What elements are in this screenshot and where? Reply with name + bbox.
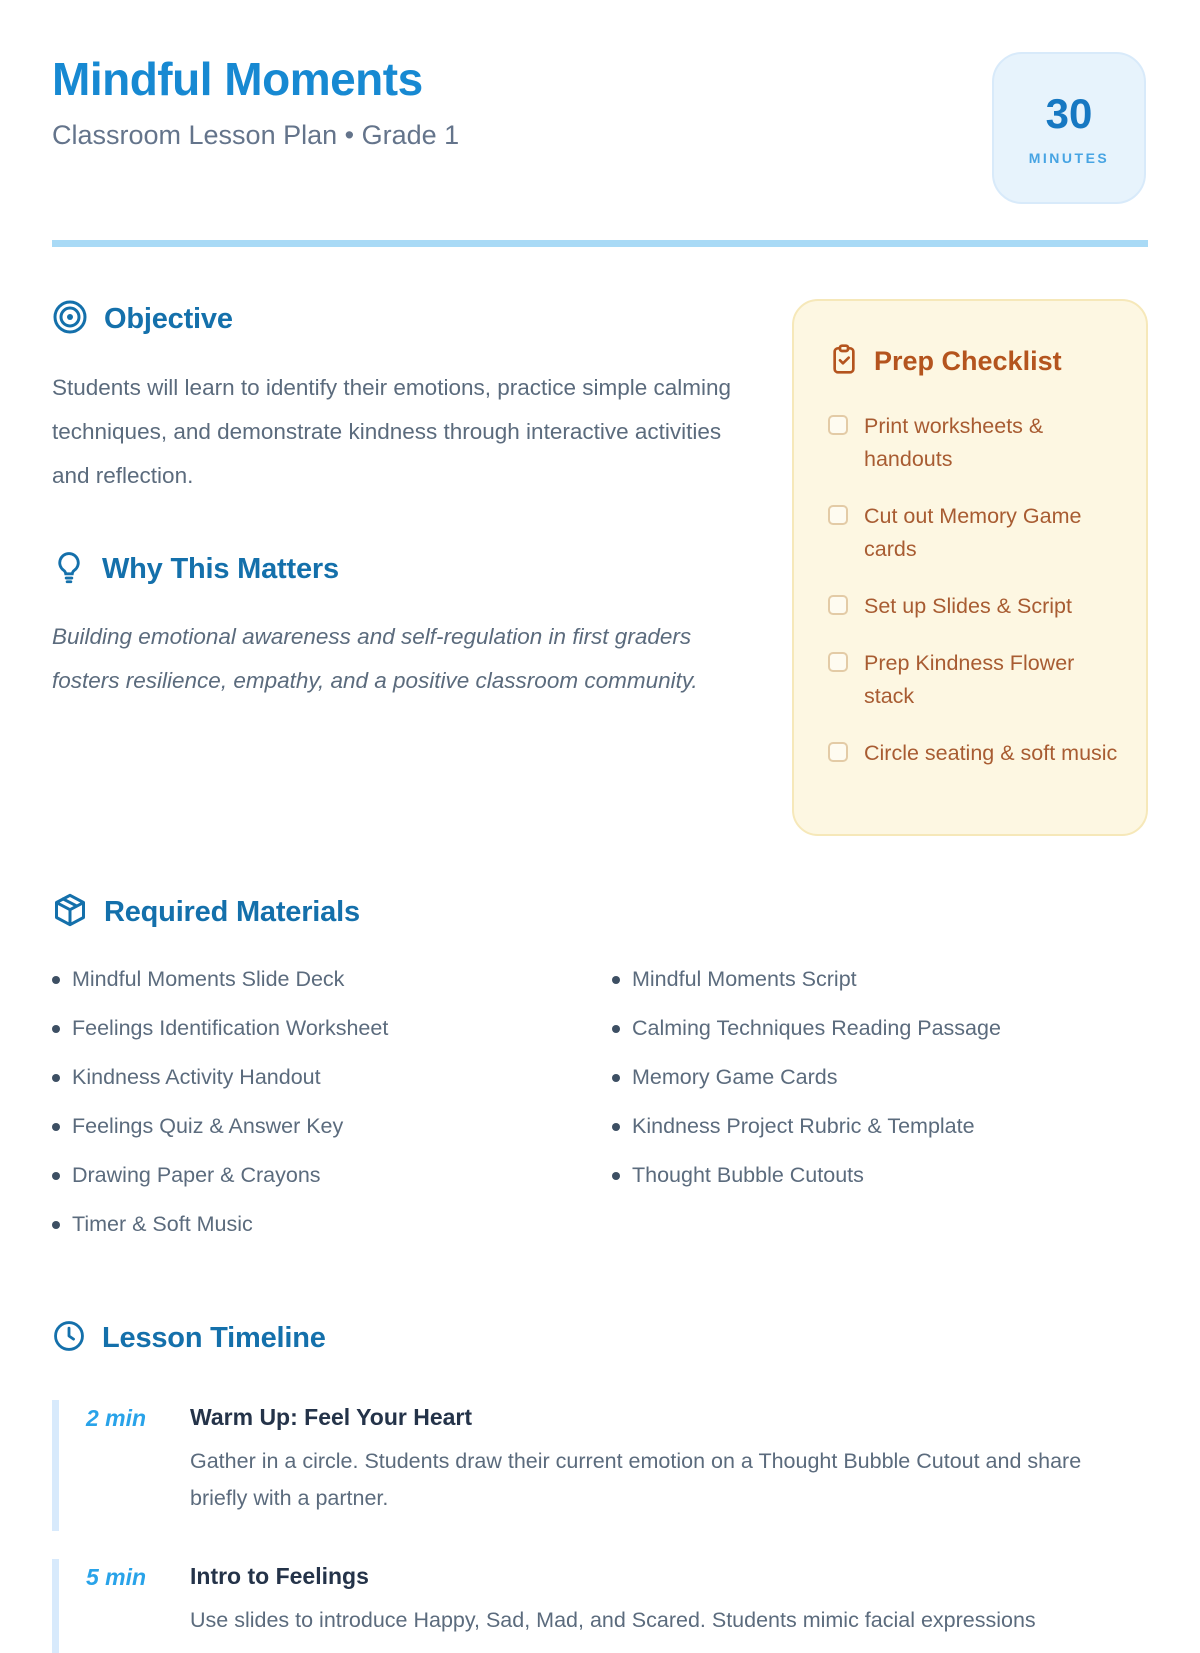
timeline-section-heading [52, 1319, 1148, 1358]
material-item [52, 1212, 612, 1237]
page-subtitle: Classroom Lesson Plan • Grade 1 [52, 120, 460, 150]
prep-checklist-item [828, 500, 1118, 566]
material-item [612, 967, 1001, 992]
bullet-dot-icon [52, 1172, 60, 1180]
timeline-item-time: 2 min [86, 1405, 147, 1431]
prep-item-label: Prep Kindness Flower stack [864, 651, 1075, 708]
material-item [612, 1016, 1001, 1041]
bullet-dot-icon [612, 976, 620, 984]
checkbox[interactable] [828, 415, 848, 435]
prep-checklist-heading: Prep Checklist [874, 346, 1062, 376]
bullet-dot-icon [52, 1221, 60, 1229]
material-item-label: Memory Game Cards [632, 1065, 838, 1089]
material-item [52, 1114, 612, 1139]
page-title: Mindful Moments [52, 53, 423, 105]
lightbulb-icon [52, 550, 86, 589]
bullet-dot-icon [52, 1123, 60, 1131]
why-text: Building emotional awareness and self-regulation in first graders fosters resilience, empathy, and a positive classroom community. [52, 624, 698, 693]
prep-checklist-item [828, 647, 1118, 713]
materials-columns [52, 967, 1148, 1261]
bullet-dot-icon [612, 1025, 620, 1033]
objective-heading: Objective [104, 303, 233, 335]
duration-value: 30 [1045, 90, 1093, 137]
material-item [612, 1065, 1001, 1090]
prep-checklist-item [828, 590, 1118, 623]
material-item-label: Kindness Activity Handout [72, 1065, 321, 1089]
bullet-dot-icon [52, 976, 60, 984]
objective-text: Students will learn to identify their emotions, practice simple calming techniques, and demonstrate kindness through interactive activities and reflection. [52, 375, 732, 488]
prep-checklist-item [828, 410, 1118, 476]
material-item-label: Drawing Paper & Crayons [72, 1163, 321, 1187]
bullet-dot-icon [612, 1074, 620, 1082]
timeline-items [52, 1400, 1148, 1653]
checkbox[interactable] [828, 742, 848, 762]
timeline-item-time: 5 min [86, 1564, 147, 1590]
why-section-heading [52, 550, 752, 589]
bullet-dot-icon [612, 1123, 620, 1131]
material-item-label: Thought Bubble Cutouts [632, 1163, 864, 1187]
material-item-label: Feelings Identification Worksheet [72, 1016, 389, 1040]
timeline-item [52, 1400, 1148, 1531]
material-item-label: Calming Techniques Reading Passage [632, 1016, 1001, 1040]
timeline-item-description: Use slides to introduce Happy, Sad, Mad, and Scared. Students mimic facial expressions [190, 1608, 1036, 1632]
package-icon [52, 892, 88, 933]
header-titles [52, 52, 459, 151]
prep-checklist-item [828, 737, 1118, 770]
materials-left-list [52, 967, 612, 1261]
material-item-label: Mindful Moments Slide Deck [72, 967, 345, 991]
bullet-dot-icon [612, 1172, 620, 1180]
checkbox[interactable] [828, 595, 848, 615]
timeline-heading: Lesson Timeline [102, 1322, 326, 1354]
checkbox[interactable] [828, 652, 848, 672]
duration-badge [992, 52, 1146, 204]
prep-checklist-heading-row [828, 343, 1118, 380]
material-item-label: Mindful Moments Script [632, 967, 857, 991]
checkbox[interactable] [828, 505, 848, 525]
header-divider [52, 240, 1148, 247]
why-heading: Why This Matters [102, 553, 339, 585]
left-column [52, 299, 792, 703]
clock-icon [52, 1319, 86, 1358]
materials-heading: Required Materials [104, 896, 360, 928]
content-row [52, 299, 1148, 836]
material-item [52, 1163, 612, 1188]
prep-item-label: Print worksheets & handouts [864, 414, 1044, 471]
material-item [52, 1016, 612, 1041]
prep-checklist-card [792, 299, 1148, 836]
material-item [52, 967, 612, 992]
prep-checklist-items [828, 410, 1118, 770]
materials-section [52, 892, 1148, 1261]
clipboard-check-icon [828, 343, 860, 380]
materials-right-list [612, 967, 1001, 1261]
bullet-dot-icon [52, 1025, 60, 1033]
timeline-item-title: Intro to Feelings [190, 1563, 369, 1589]
objective-section-heading [52, 299, 752, 340]
target-icon [52, 299, 88, 340]
material-item-label: Kindness Project Rubric & Template [632, 1114, 975, 1138]
materials-section-heading [52, 892, 1148, 933]
timeline-item [52, 1559, 1148, 1653]
timeline-item-description: Gather in a circle. Students draw their current emotion on a Thought Bubble Cutout and share briefly with a partner. [190, 1449, 1082, 1510]
timeline-item-content [190, 1404, 1090, 1517]
header [52, 52, 1148, 204]
duration-label: MINUTES [1028, 150, 1110, 166]
material-item-label: Feelings Quiz & Answer Key [72, 1114, 344, 1138]
prep-item-label: Set up Slides & Script [864, 594, 1072, 618]
material-item [52, 1065, 612, 1090]
bullet-dot-icon [52, 1074, 60, 1082]
material-item [612, 1163, 1001, 1188]
material-item [612, 1114, 1001, 1139]
timeline-item-title: Warm Up: Feel Your Heart [190, 1404, 473, 1430]
material-item-label: Timer & Soft Music [72, 1212, 253, 1236]
timeline-section [52, 1319, 1148, 1653]
timeline-item-content [190, 1563, 1090, 1639]
prep-item-label: Cut out Memory Game cards [864, 504, 1082, 561]
prep-item-label: Circle seating & soft music [864, 741, 1118, 765]
